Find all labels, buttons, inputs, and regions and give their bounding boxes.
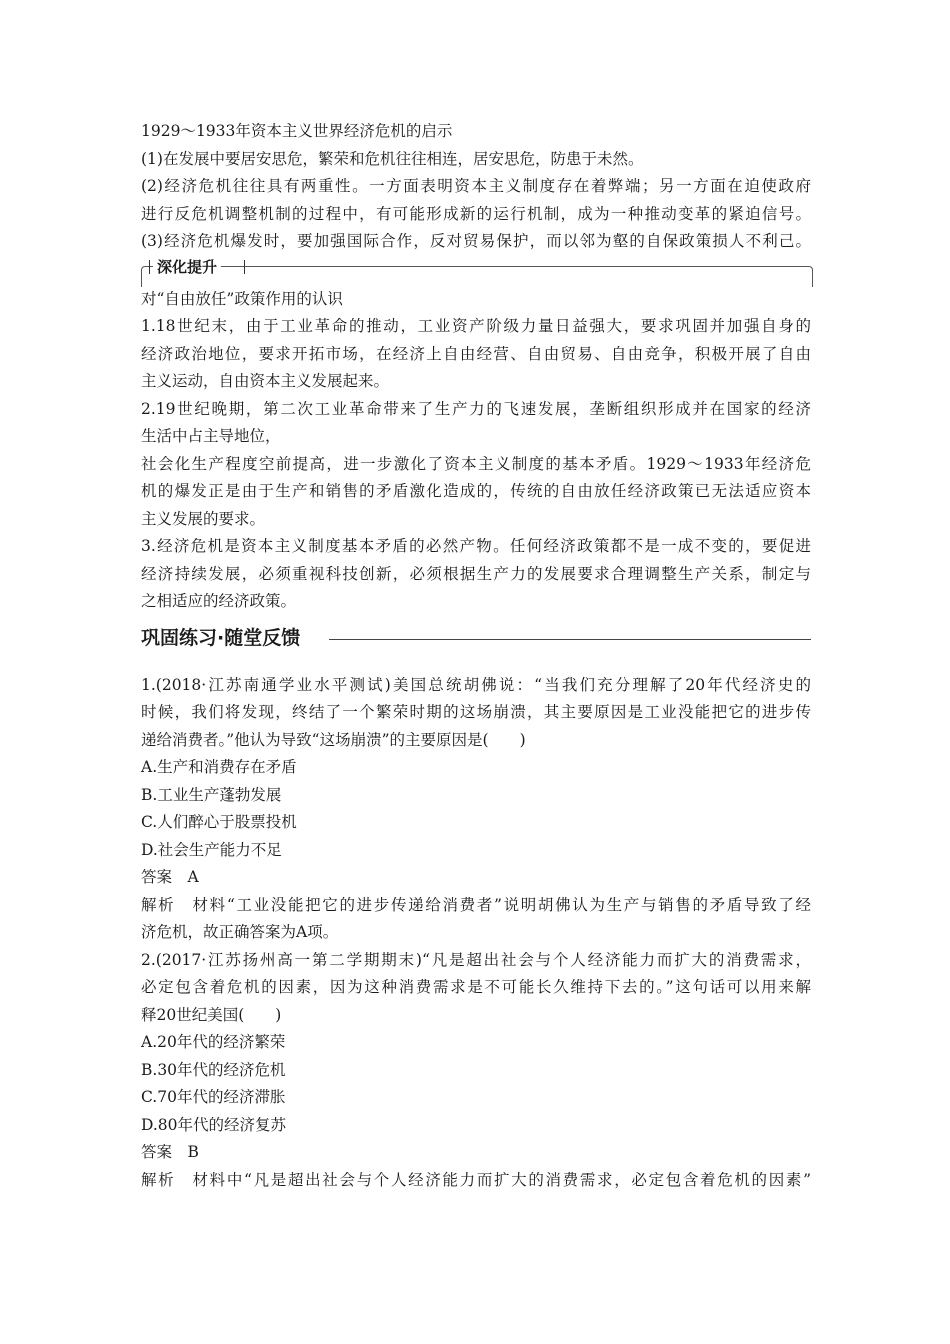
deepen-line: 主义发展的要求。 (141, 509, 266, 528)
option-d: D.社会生产能力不足 (141, 840, 282, 859)
deepen-line: 社会化生产程度空前提高，进一步激化了资本主义制度的基本矛盾。1929～1933年经济危 (141, 454, 811, 473)
deepen-heading: 对“自由放任”政策作用的认识 (141, 289, 343, 308)
deepen-label: 深化提升 (153, 256, 221, 278)
deepen-line: 之相适应的经济政策。 (141, 592, 297, 610)
deepen-line: 经济政治地位，要求开拓市场，在经济上自由经营、自由贸易、自由竞争，积极开展了自由 (141, 344, 811, 363)
question-stem: 释20世纪美国( ) (141, 1005, 282, 1024)
deepen-line: 3.经济危机是资本主义制度基本矛盾的必然产物。任何经济政策都不是一成不变的，要促进 (141, 537, 811, 555)
intro-item: 进行反危机调整机制的过程中，有可能形成新的运行机制，成为一种推动变革的紧迫信号。 (141, 204, 811, 223)
document-page (141, 118, 811, 1194)
option-b: B.工业生产蓬勃发展 (141, 785, 282, 804)
analysis: 解析 材料“工业没能把它的进步传递给消费者”说明胡佛认为生产与销售的矛盾导致了经 (141, 895, 811, 914)
analysis: 解析 材料中“凡是超出社会与个人经济能力而扩大的消费需求，必定包含着危机的因素” (141, 1170, 811, 1189)
answer: 答案 A (141, 868, 199, 886)
deepen-line: 机的爆发正是由于生产和销售的矛盾激化造成的，传统的自由放任经济政策已无法适应资本 (141, 482, 811, 500)
practice-header (141, 622, 811, 658)
question-stem: 2.(2017·江苏扬州高一第二学期期末)“凡是超出社会与个人经济能力而扩大的消费需求， (141, 950, 811, 969)
question-1 (141, 672, 811, 947)
banner-frame (141, 266, 813, 287)
practice-divider (329, 639, 811, 640)
deepen-line: 2.19世纪晚期，第二次工业革命带来了生产力的飞速发展，垄断组织形成并在国家的经济 (141, 399, 811, 418)
intro-item: (2)经济危机往往具有两重性。一方面表明资本主义制度存在着弊端；另一方面在迫使政府 (141, 177, 811, 195)
banner-tick-left (149, 260, 150, 274)
option-c: C.70年代的经济滞胀 (141, 1088, 286, 1106)
option-b: B.30年代的经济危机 (141, 1060, 286, 1079)
intro-item: (3)经济危机爆发时，要加强国际合作，反对贸易保护，而以邻为壑的自保政策损人不利己。 (141, 232, 811, 250)
deepen-section (141, 286, 811, 616)
intro-heading: 1929～1933年资本主义世界经济危机的启示 (141, 122, 453, 140)
question-stem: 递给消费者。”他认为导致“这场崩溃”的主要原因是( ) (141, 730, 526, 749)
option-c: C.人们醉心于股票投机 (141, 813, 297, 831)
intro-section (141, 118, 811, 256)
question-stem: 必定包含着危机的因素，因为这种消费需求是不可能长久维持下去的。”这句话可以用来解 (141, 978, 811, 996)
answer: 答案 B (141, 1143, 199, 1161)
question-2 (141, 947, 811, 1195)
deepen-line: 主义运动，自由资本主义发展起来。 (141, 372, 390, 390)
option-a: A.20年代的经济繁荣 (141, 1033, 286, 1051)
intro-item: (1)在发展中要居安思危，繁荣和危机往往相连，居安思危，防患于未然。 (141, 149, 644, 168)
analysis: 济危机，故正确答案为A项。 (141, 923, 339, 941)
option-a: A.生产和消费存在矛盾 (141, 758, 297, 776)
option-d: D.80年代的经济复苏 (141, 1115, 287, 1134)
question-stem: 1.(2018·江苏南通学业水平测试)美国总统胡佛说：“当我们充分理解了20年代经济史的 (141, 675, 811, 694)
deepen-line: 1.18世纪末，由于工业革命的推动，工业资产阶级力量日益强大，要求巩固并加强自身的 (141, 317, 811, 335)
deepen-banner (141, 256, 811, 284)
practice-title: 巩固练习·随堂反馈 (141, 626, 301, 649)
deepen-line: 经济持续发展，必须重视科技创新，必须根据生产力的发展要求合理调整生产关系，制定与 (141, 564, 811, 583)
question-stem: 时候，我们将发现，终结了一个繁荣时期的这场崩溃，其主要原因是工业没能把它的进步传 (141, 703, 811, 721)
deepen-line: 生活中占主导地位， (141, 427, 281, 445)
banner-tick-right (244, 260, 245, 274)
